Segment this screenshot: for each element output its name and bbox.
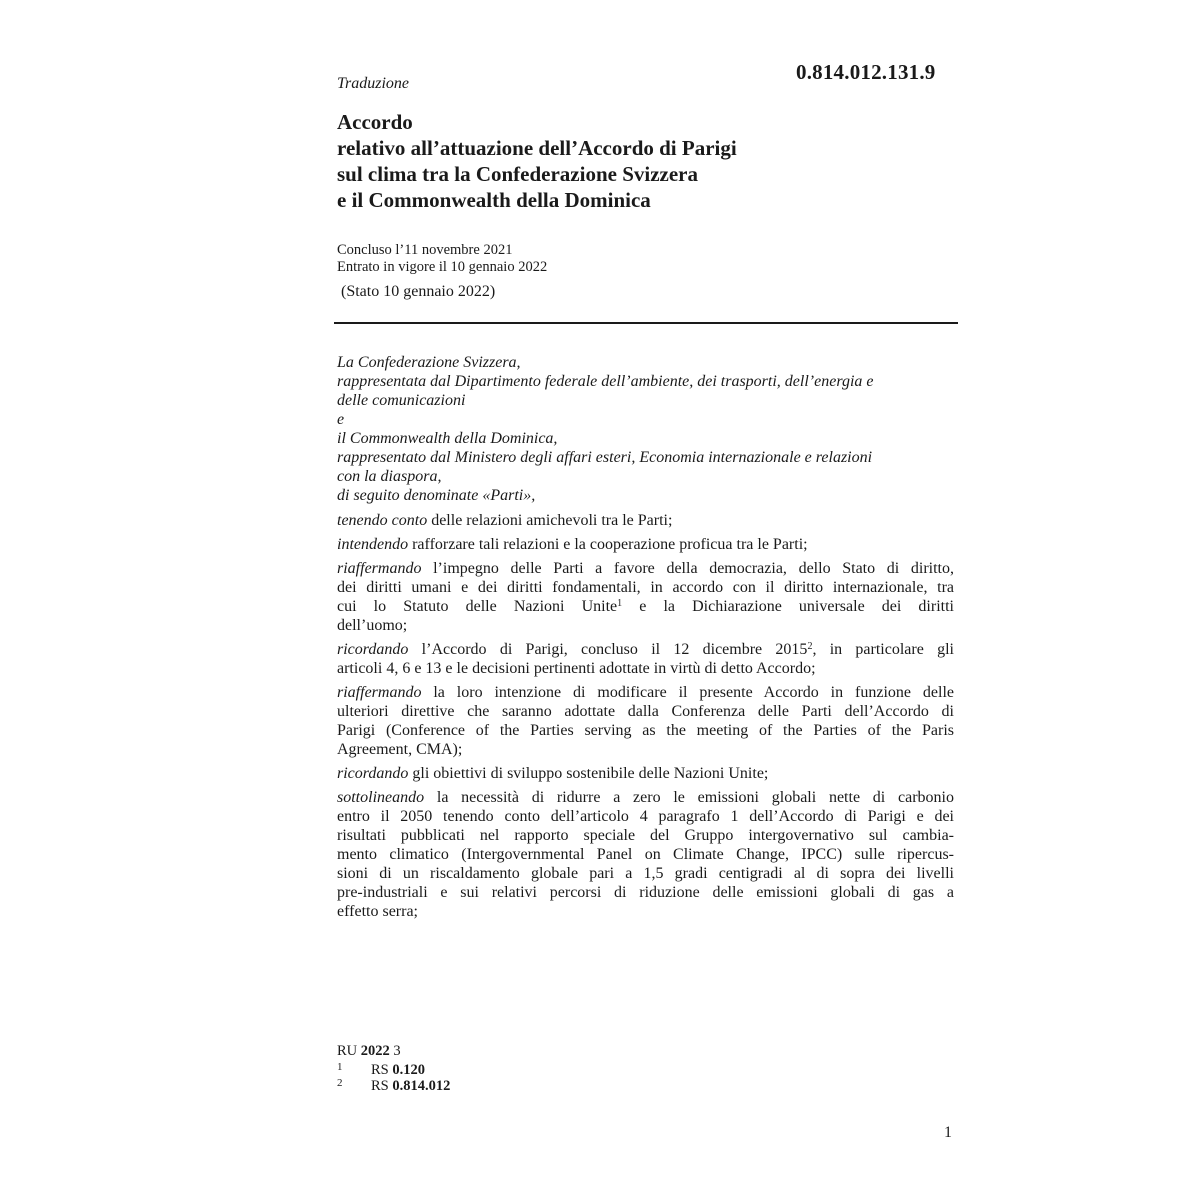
translation-label: Traduzione xyxy=(337,75,410,92)
concluded-date: Concluso l’11 novembre 2021 xyxy=(337,242,513,258)
recital-text: risultati pubblicati nel rapporto speciale del Gruppo intergovernativo sul cambia- xyxy=(337,827,954,844)
title-line: e il Commonwealth della Dominica xyxy=(337,188,651,212)
recital-text: e la Dichiarazione universale dei diritti xyxy=(622,598,954,615)
recital xyxy=(337,764,954,783)
recital-keyword: riaffermando xyxy=(337,684,422,701)
party-line: e xyxy=(337,411,345,428)
recital-text: l’Accordo di Parigi, concluso il 12 dicembre 2015 xyxy=(408,641,808,658)
recital-keyword: ricordando xyxy=(337,641,409,658)
recital-keyword: riaffermando xyxy=(337,560,422,577)
footnotes xyxy=(337,1062,450,1094)
footnote-ref-link[interactable]: 0.120 xyxy=(392,1062,425,1078)
recital-text: , in particolare gli xyxy=(812,641,955,658)
recital-keyword: sottolineando xyxy=(337,789,425,806)
recital-text: ulteriori direttive che saranno adottate dalla Conferenza delle Parti dell’Accordo di xyxy=(337,703,954,720)
recital-text: dell’uomo; xyxy=(337,617,408,634)
dates-block xyxy=(337,242,547,276)
recital-text: dei diritti umani e dei diritti fondamentali, in accordo con il diritto internazionale, tra xyxy=(337,579,954,596)
parties-block xyxy=(337,353,954,505)
title-line: sul clima tra la Confederazione Svizzera xyxy=(337,162,698,186)
recital-text: entro il 2050 tenendo conto dell’articolo 4 paragrafo 1 dell’Accordo di Parigi e dei xyxy=(337,808,954,825)
recital-keyword: ricordando xyxy=(337,765,409,782)
document-body xyxy=(337,353,954,926)
ru-page: 3 xyxy=(389,1043,401,1059)
footnote-ref-link[interactable]: 0.814.012 xyxy=(392,1078,451,1094)
recital xyxy=(337,640,954,678)
party-line: il Commonwealth della Dominica, xyxy=(337,430,558,447)
recital-text: Agreement, CMA); xyxy=(337,741,463,758)
ru-year: 2022 xyxy=(360,1043,390,1059)
recital-text: rafforzare tali relazioni e la cooperazione proficua tra le Parti; xyxy=(408,536,808,553)
party-line: delle comunicazioni xyxy=(337,392,466,409)
recital-text: articoli 4, 6 e 13 e le decisioni pertinenti adottate in virtù di detto Accordo; xyxy=(337,660,816,677)
footnote-number: 2 xyxy=(337,1077,343,1089)
ru-prefix: RU xyxy=(337,1043,361,1059)
party-line: La Confederazione Svizzera, xyxy=(337,354,521,371)
official-collection-ref xyxy=(337,1043,401,1060)
footnote-ref[interactable]: 1 xyxy=(617,598,623,609)
recital-text: la necessità di ridurre a zero le emissioni globali nette di carbonio xyxy=(424,789,954,806)
title-line: relativo all’attuazione dell’Accordo di Parigi xyxy=(337,136,737,160)
recital-text: cui lo Statuto delle Nazioni Unite xyxy=(337,598,618,615)
header-divider xyxy=(334,322,958,324)
recital-text: l’impegno delle Parti a favore della democrazia, dello Stato di diritto, xyxy=(421,560,954,577)
recital xyxy=(337,788,954,921)
recital xyxy=(337,511,954,530)
footnote-number: 1 xyxy=(337,1061,343,1073)
recital-text: delle relazioni amichevoli tra le Parti; xyxy=(427,512,673,529)
recital-text: gli obiettivi di sviluppo sostenibile delle Nazioni Unite; xyxy=(408,765,769,782)
footnote-prefix: RS xyxy=(371,1062,393,1078)
party-line: rappresentata dal Dipartimento federale dell’ambiente, dei trasporti, dell’energia e xyxy=(337,373,874,390)
footnote xyxy=(337,1078,450,1094)
recital-text: mento climatico (Intergovernmental Panel on Climate Change, IPCC) sulle ripercus- xyxy=(337,846,954,863)
party-line: di seguito denominate «Parti», xyxy=(337,487,536,504)
recital xyxy=(337,683,954,759)
in-force-date: Entrato in vigore il 10 gennaio 2022 xyxy=(337,259,548,275)
footnote-ref[interactable]: 2 xyxy=(807,641,813,652)
recital-keyword: intendendo xyxy=(337,536,409,553)
footnote-prefix: RS xyxy=(371,1078,393,1094)
recital xyxy=(337,559,954,635)
party-line: con la diaspora, xyxy=(337,468,442,485)
status-date: (Stato 10 gennaio 2022) xyxy=(341,283,496,300)
recital xyxy=(337,535,954,554)
footnote xyxy=(337,1062,450,1078)
recital-text: Parigi (Conference of the Parties serving as the meeting of the Parties of the Paris xyxy=(337,722,954,739)
recital-keyword: tenendo conto xyxy=(337,512,428,529)
party-line: rappresentato dal Ministero degli affari esteri, Economia internazionale e relazioni xyxy=(337,449,873,466)
recital-text: la loro intenzione di modificare il presente Accordo in funzione delle xyxy=(421,684,954,701)
title-line: Accordo xyxy=(337,110,413,134)
recital-text: pre-industriali e sui relativi percorsi di riduzione delle emissioni globali di gas a xyxy=(337,884,954,901)
recital-text: sioni di un riscaldamento globale pari a 1,5 gradi centigradi al di sopra dei livelli xyxy=(337,865,954,882)
page-number: 1 xyxy=(944,1124,952,1141)
document-title xyxy=(337,109,737,213)
recital-text: effetto serra; xyxy=(337,903,418,920)
document-number: 0.814.012.131.9 xyxy=(796,60,936,84)
